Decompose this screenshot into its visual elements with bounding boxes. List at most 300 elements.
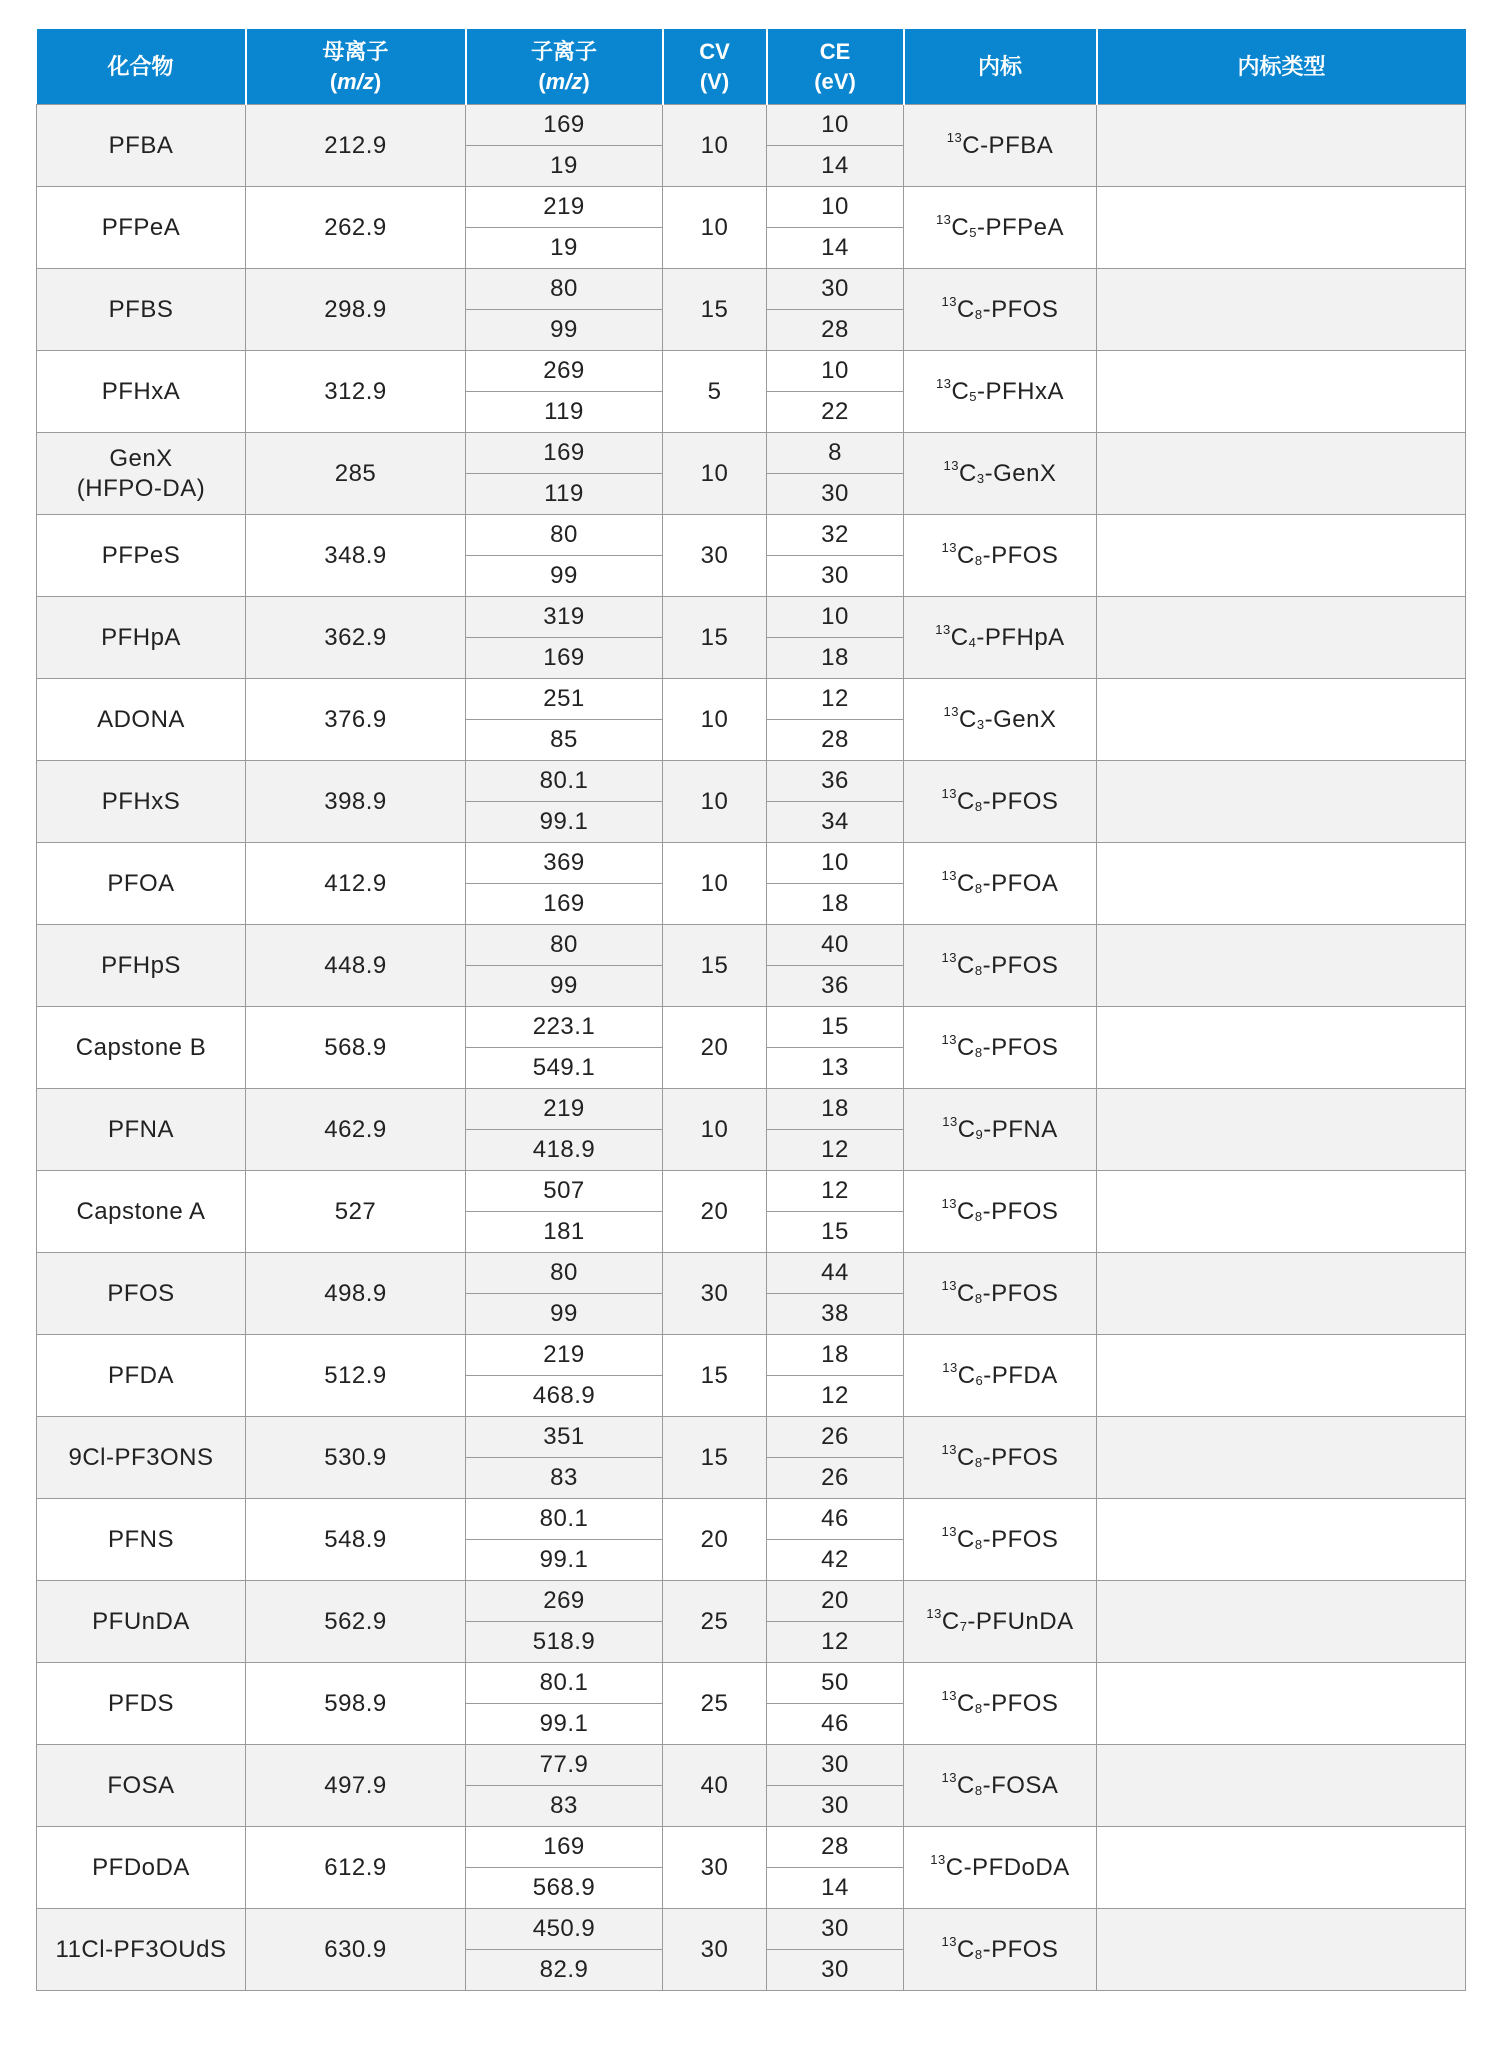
table-row: [37, 925, 1466, 966]
header-daughter-label: 子离子: [530, 38, 597, 64]
ce-2-cell: 26: [767, 1458, 904, 1499]
istd-subscript: 5: [969, 224, 977, 240]
header-daughter-unit-close: ): [582, 68, 590, 94]
istd-element: C: [957, 951, 975, 979]
compound-cell: [37, 1909, 246, 1991]
ce-2-cell: 38: [767, 1294, 904, 1335]
ce-1-cell: 32: [767, 515, 904, 556]
internal-standard-type-cell: [1097, 761, 1466, 843]
ce-2-cell: 14: [767, 1868, 904, 1909]
header-parent-unit-close: ): [373, 68, 382, 94]
compound-cell: [37, 1253, 246, 1335]
compound-name: 11Cl-PF3OUdS: [55, 1935, 227, 1963]
ce-2-cell: 30: [767, 474, 904, 515]
istd-element: C: [959, 705, 977, 733]
compound-name: PFPeA: [101, 213, 181, 241]
daughter-ion-1-cell: 251: [466, 679, 663, 720]
internal-standard-type-cell: [1097, 1499, 1466, 1581]
cv-cell: 10: [663, 761, 767, 843]
cv-cell: 15: [663, 1335, 767, 1417]
parent-ion-cell: 530.9: [246, 1417, 466, 1499]
cv-cell: 30: [663, 1253, 767, 1335]
compound-name-alt: (HFPO-DA): [76, 474, 206, 502]
istd-element: C: [957, 1279, 975, 1307]
istd-name: -PFHxA: [977, 377, 1065, 405]
header-compound-label: 化合物: [107, 53, 174, 79]
daughter-ion-2-cell: 19: [466, 228, 663, 269]
istd-element: C: [957, 295, 975, 323]
internal-standard-type-cell: [1097, 1171, 1466, 1253]
compound-cell: [37, 433, 246, 515]
header-cv: [663, 29, 767, 105]
istd-isotope: 13: [941, 949, 958, 965]
table-row: [37, 1089, 1466, 1130]
ce-1-cell: 10: [767, 187, 904, 228]
istd-isotope: 13: [941, 1933, 958, 1949]
compound-cell: [37, 1745, 246, 1827]
daughter-ion-1-cell: 223.1: [466, 1007, 663, 1048]
istd-name: -PFOA: [982, 869, 1059, 897]
table-row: [37, 187, 1466, 228]
istd-isotope: 13: [926, 1605, 942, 1621]
istd-subscript: 8: [974, 1208, 983, 1224]
daughter-ion-1-cell: 80.1: [466, 761, 663, 802]
ce-1-cell: 18: [767, 1089, 904, 1130]
istd-element: C: [950, 623, 969, 651]
parent-ion-cell: 298.9: [246, 269, 466, 351]
daughter-ion-2-cell: 99: [466, 1294, 663, 1335]
daughter-ion-2-cell: 518.9: [466, 1622, 663, 1663]
ce-1-cell: 10: [767, 843, 904, 884]
cv-cell: 5: [663, 351, 767, 433]
internal-standard-cell: [904, 679, 1097, 761]
header-daughter-ion: [466, 29, 663, 105]
ce-1-cell: 10: [767, 351, 904, 392]
daughter-ion-1-cell: 80: [466, 1253, 663, 1294]
ce-1-cell: 40: [767, 925, 904, 966]
compound-cell: [37, 1581, 246, 1663]
istd-name: -PFHpA: [976, 623, 1065, 651]
daughter-ion-2-cell: 99: [466, 310, 663, 351]
compound-name: FOSA: [107, 1771, 175, 1799]
parent-ion-cell: 212.9: [246, 105, 466, 187]
compound-cell: [37, 187, 246, 269]
istd-name: -PFPeA: [977, 213, 1065, 241]
ce-1-cell: 10: [767, 105, 904, 146]
table-row: [37, 1581, 1466, 1622]
compound-cell: [37, 1089, 246, 1171]
istd-subscript: 8: [974, 1782, 983, 1798]
istd-name: -FOSA: [982, 1771, 1059, 1799]
internal-standard-type-cell: [1097, 1253, 1466, 1335]
ce-2-cell: 13: [767, 1048, 904, 1089]
istd-element: C: [951, 213, 970, 241]
compound-cell: [37, 1007, 246, 1089]
istd-subscript: 3: [976, 470, 985, 486]
istd-isotope: 13: [941, 867, 958, 883]
cv-cell: 15: [663, 1417, 767, 1499]
daughter-ion-1-cell: 80.1: [466, 1663, 663, 1704]
cv-cell: 20: [663, 1007, 767, 1089]
cv-cell: 20: [663, 1171, 767, 1253]
parent-ion-cell: 548.9: [246, 1499, 466, 1581]
table-row: [37, 1253, 1466, 1294]
compound-cell: [37, 1663, 246, 1745]
daughter-ion-1-cell: 319: [466, 597, 663, 638]
ce-1-cell: 36: [767, 761, 904, 802]
istd-element: C: [957, 1935, 975, 1963]
daughter-ion-1-cell: 219: [466, 187, 663, 228]
istd-name: -PFOS: [982, 1935, 1059, 1963]
internal-standard-cell: [904, 351, 1097, 433]
table-row: [37, 1499, 1466, 1540]
internal-standard-type-cell: [1097, 1909, 1466, 1991]
internal-standard-cell: [904, 105, 1097, 187]
daughter-ion-2-cell: 99.1: [466, 1704, 663, 1745]
daughter-ion-2-cell: 169: [466, 884, 663, 925]
header-parent-label: 母离子: [322, 38, 389, 64]
istd-isotope: 13: [935, 375, 952, 391]
compound-name: PFDoDA: [92, 1853, 190, 1881]
parent-ion-cell: 612.9: [246, 1827, 466, 1909]
istd-name: -GenX: [984, 705, 1057, 733]
internal-standard-cell: [904, 1827, 1097, 1909]
daughter-ion-2-cell: 99.1: [466, 1540, 663, 1581]
internal-standard-cell: [904, 1089, 1097, 1171]
daughter-ion-2-cell: 568.9: [466, 1868, 663, 1909]
parent-ion-cell: 262.9: [246, 187, 466, 269]
table-row: [37, 679, 1466, 720]
parent-ion-cell: 630.9: [246, 1909, 466, 1991]
istd-isotope: 13: [935, 621, 951, 637]
istd-element: C: [945, 1853, 964, 1881]
daughter-ion-1-cell: 77.9: [466, 1745, 663, 1786]
compound-name: PFUnDA: [92, 1607, 190, 1635]
cv-cell: 20: [663, 1499, 767, 1581]
istd-name: -PFOS: [982, 1279, 1059, 1307]
compound-name: PFBS: [108, 295, 174, 323]
parent-ion-cell: 362.9: [246, 597, 466, 679]
header-ce-unit: (eV): [814, 68, 856, 94]
table-row: [37, 105, 1466, 146]
istd-name: -PFBA: [980, 131, 1054, 159]
istd-isotope: 13: [946, 129, 963, 145]
parent-ion-cell: 497.9: [246, 1745, 466, 1827]
cv-cell: 10: [663, 105, 767, 187]
istd-element: C: [957, 787, 975, 815]
ce-2-cell: 36: [767, 966, 904, 1007]
ce-2-cell: 14: [767, 228, 904, 269]
internal-standard-type-cell: [1097, 925, 1466, 1007]
istd-element: C: [941, 1607, 960, 1635]
istd-name: -PFOS: [982, 1033, 1059, 1061]
internal-standard-cell: [904, 1581, 1097, 1663]
daughter-ion-2-cell: 83: [466, 1786, 663, 1827]
compound-name: PFOS: [107, 1279, 175, 1307]
istd-name: -PFOS: [982, 295, 1059, 323]
ce-2-cell: 28: [767, 720, 904, 761]
internal-standard-cell: [904, 433, 1097, 515]
istd-name: -PFNA: [983, 1115, 1058, 1143]
ce-1-cell: 20: [767, 1581, 904, 1622]
istd-subscript: 8: [974, 880, 983, 896]
istd-name: -PFDoDA: [963, 1853, 1070, 1881]
istd-isotope: 13: [943, 457, 959, 473]
compound-cell: [37, 515, 246, 597]
daughter-ion-1-cell: 507: [466, 1171, 663, 1212]
cv-cell: 15: [663, 597, 767, 679]
istd-subscript: 4: [968, 634, 977, 650]
daughter-ion-1-cell: 269: [466, 351, 663, 392]
istd-isotope: 13: [941, 1195, 958, 1211]
parent-ion-cell: 512.9: [246, 1335, 466, 1417]
daughter-ion-1-cell: 351: [466, 1417, 663, 1458]
internal-standard-cell: [904, 1745, 1097, 1827]
ce-1-cell: 28: [767, 1827, 904, 1868]
compound-cell: [37, 1417, 246, 1499]
compound-name: PFBA: [108, 131, 174, 159]
ce-2-cell: 30: [767, 1786, 904, 1827]
header-ce-label: CE: [819, 38, 851, 64]
daughter-ion-2-cell: 549.1: [466, 1048, 663, 1089]
internal-standard-cell: [904, 843, 1097, 925]
ce-2-cell: 18: [767, 638, 904, 679]
ce-1-cell: 12: [767, 679, 904, 720]
istd-name: -PFOS: [982, 1525, 1059, 1553]
compound-name: PFDA: [107, 1361, 174, 1389]
parent-ion-cell: 285: [246, 433, 466, 515]
daughter-ion-1-cell: 169: [466, 433, 663, 474]
istd-element: C: [957, 1525, 975, 1553]
internal-standard-type-cell: [1097, 1089, 1466, 1171]
istd-subscript: 8: [974, 1700, 983, 1716]
header-istd-type-label: 内标类型: [1237, 53, 1326, 79]
ce-1-cell: 12: [767, 1171, 904, 1212]
istd-isotope: 13: [941, 1523, 958, 1539]
table-row: [37, 1909, 1466, 1950]
istd-subscript: 8: [974, 798, 983, 814]
compound-name: PFPeS: [101, 541, 181, 569]
parent-ion-cell: 376.9: [246, 679, 466, 761]
table-row: [37, 351, 1466, 392]
header-istd-label: 内标: [977, 53, 1022, 79]
ce-2-cell: 12: [767, 1376, 904, 1417]
cv-cell: 30: [663, 515, 767, 597]
parent-ion-cell: 448.9: [246, 925, 466, 1007]
internal-standard-cell: [904, 1417, 1097, 1499]
ce-2-cell: 30: [767, 1950, 904, 1991]
cv-cell: 30: [663, 1827, 767, 1909]
internal-standard-type-cell: [1097, 105, 1466, 187]
ce-1-cell: 18: [767, 1335, 904, 1376]
compound-name: 9Cl-PF3ONS: [68, 1443, 214, 1471]
compound-name: PFNA: [107, 1115, 174, 1143]
ce-2-cell: 12: [767, 1622, 904, 1663]
istd-element: C: [957, 1443, 975, 1471]
compound-name: PFNS: [107, 1525, 174, 1553]
istd-element: C: [957, 1197, 975, 1225]
parent-ion-cell: 462.9: [246, 1089, 466, 1171]
compound-cell: [37, 1499, 246, 1581]
istd-name: -PFOS: [982, 1443, 1059, 1471]
istd-element: C: [957, 869, 975, 897]
table-row: [37, 597, 1466, 638]
istd-isotope: 13: [942, 1113, 958, 1129]
daughter-ion-1-cell: 80: [466, 925, 663, 966]
header-compound: [37, 29, 246, 105]
compound-name: PFHpA: [101, 623, 181, 651]
ce-1-cell: 44: [767, 1253, 904, 1294]
internal-standard-type-cell: [1097, 515, 1466, 597]
daughter-ion-2-cell: 119: [466, 474, 663, 515]
istd-name: -PFOS: [982, 787, 1059, 815]
ce-2-cell: 14: [767, 146, 904, 187]
parent-ion-cell: 527: [246, 1171, 466, 1253]
parent-ion-cell: 348.9: [246, 515, 466, 597]
internal-standard-type-cell: [1097, 1663, 1466, 1745]
ce-2-cell: 18: [767, 884, 904, 925]
internal-standard-cell: [904, 1909, 1097, 1991]
compound-name: PFDS: [107, 1689, 174, 1717]
istd-name: -PFOS: [982, 1197, 1059, 1225]
table-row: [37, 1007, 1466, 1048]
ce-1-cell: 10: [767, 597, 904, 638]
daughter-ion-1-cell: 219: [466, 1089, 663, 1130]
compound-name: Capstone B: [75, 1033, 207, 1061]
table-row: [37, 433, 1466, 474]
internal-standard-cell: [904, 269, 1097, 351]
header-daughter-unit: m/z: [545, 68, 583, 94]
istd-isotope: 13: [941, 1441, 958, 1457]
internal-standard-type-cell: [1097, 843, 1466, 925]
internal-standard-type-cell: [1097, 679, 1466, 761]
compound-cell: [37, 843, 246, 925]
compound-name: PFHpS: [101, 951, 181, 979]
table-row: [37, 761, 1466, 802]
istd-name: -PFOS: [982, 951, 1059, 979]
istd-name: -PFDA: [983, 1361, 1058, 1389]
daughter-ion-2-cell: 19: [466, 146, 663, 187]
parent-ion-cell: 398.9: [246, 761, 466, 843]
ce-1-cell: 30: [767, 269, 904, 310]
istd-isotope: 13: [941, 1687, 958, 1703]
daughter-ion-2-cell: 82.9: [466, 1950, 663, 1991]
internal-standard-cell: [904, 1171, 1097, 1253]
header-internal-standard-type: [1097, 29, 1466, 105]
ce-2-cell: 46: [767, 1704, 904, 1745]
istd-subscript: 6: [975, 1372, 984, 1388]
internal-standard-cell: [904, 1499, 1097, 1581]
daughter-ion-2-cell: 181: [466, 1212, 663, 1253]
header-parent-unit: m/z: [337, 68, 374, 94]
compound-cell: [37, 1827, 246, 1909]
istd-element: C: [957, 1033, 975, 1061]
internal-standard-type-cell: [1097, 1581, 1466, 1663]
parent-ion-cell: 568.9: [246, 1007, 466, 1089]
daughter-ion-2-cell: 83: [466, 1458, 663, 1499]
daughter-ion-2-cell: 169: [466, 638, 663, 679]
istd-isotope: 13: [941, 539, 958, 555]
istd-subscript: 3: [976, 716, 985, 732]
table-row: [37, 269, 1466, 310]
istd-element: C: [957, 1115, 976, 1143]
header-cv-unit: (V): [699, 68, 730, 94]
ce-1-cell: 50: [767, 1663, 904, 1704]
cv-cell: 25: [663, 1581, 767, 1663]
ce-1-cell: 30: [767, 1745, 904, 1786]
compound-name: PFHxS: [101, 787, 181, 815]
compound-cell: [37, 1171, 246, 1253]
daughter-ion-1-cell: 450.9: [466, 1909, 663, 1950]
compound-name: GenX: [109, 444, 173, 472]
ce-1-cell: 26: [767, 1417, 904, 1458]
cv-cell: 15: [663, 925, 767, 1007]
istd-isotope: 13: [942, 1359, 958, 1375]
istd-isotope: 13: [941, 785, 958, 801]
istd-subscript: 8: [974, 1946, 983, 1962]
istd-isotope: 13: [941, 1769, 958, 1785]
cv-cell: 10: [663, 679, 767, 761]
cv-cell: 10: [663, 187, 767, 269]
daughter-ion-1-cell: 80: [466, 269, 663, 310]
compound-cell: [37, 761, 246, 843]
compound-cell: [37, 1335, 246, 1417]
header-cv-label: CV: [699, 38, 730, 64]
header-daughter-unit-open: (: [538, 68, 546, 94]
istd-subscript: 8: [974, 1044, 983, 1060]
internal-standard-cell: [904, 1007, 1097, 1089]
internal-standard-cell: [904, 1253, 1097, 1335]
istd-subscript: 5: [969, 388, 978, 404]
ce-1-cell: 46: [767, 1499, 904, 1540]
cv-cell: 10: [663, 1089, 767, 1171]
compound-name: Capstone A: [76, 1197, 206, 1225]
istd-element: C: [951, 377, 970, 405]
istd-subscript: 7: [959, 1618, 968, 1634]
parent-ion-cell: 312.9: [246, 351, 466, 433]
ce-2-cell: 15: [767, 1212, 904, 1253]
istd-name: -PFOS: [982, 541, 1059, 569]
cv-cell: 40: [663, 1745, 767, 1827]
internal-standard-type-cell: [1097, 1335, 1466, 1417]
cv-cell: 10: [663, 843, 767, 925]
cv-cell: 25: [663, 1663, 767, 1745]
istd-isotope: 13: [941, 1277, 958, 1293]
istd-isotope: 13: [930, 1851, 946, 1867]
daughter-ion-2-cell: 99: [466, 966, 663, 1007]
daughter-ion-1-cell: 80.1: [466, 1499, 663, 1540]
internal-standard-type-cell: [1097, 269, 1466, 351]
daughter-ion-2-cell: 99.1: [466, 802, 663, 843]
istd-subscript: 8: [974, 1290, 983, 1306]
table-row: [37, 1417, 1466, 1458]
internal-standard-type-cell: [1097, 1417, 1466, 1499]
compound-cell: [37, 925, 246, 1007]
internal-standard-cell: [904, 597, 1097, 679]
parent-ion-cell: 598.9: [246, 1663, 466, 1745]
header-internal-standard: [904, 29, 1097, 105]
ce-2-cell: 12: [767, 1130, 904, 1171]
daughter-ion-2-cell: 468.9: [466, 1376, 663, 1417]
ce-2-cell: 30: [767, 556, 904, 597]
parent-ion-cell: 498.9: [246, 1253, 466, 1335]
table-row: [37, 1827, 1466, 1868]
istd-subscript: 8: [974, 306, 983, 322]
compound-cell: [37, 351, 246, 433]
istd-subscript: 8: [974, 1454, 983, 1470]
cv-cell: 10: [663, 433, 767, 515]
compound-cell: [37, 597, 246, 679]
